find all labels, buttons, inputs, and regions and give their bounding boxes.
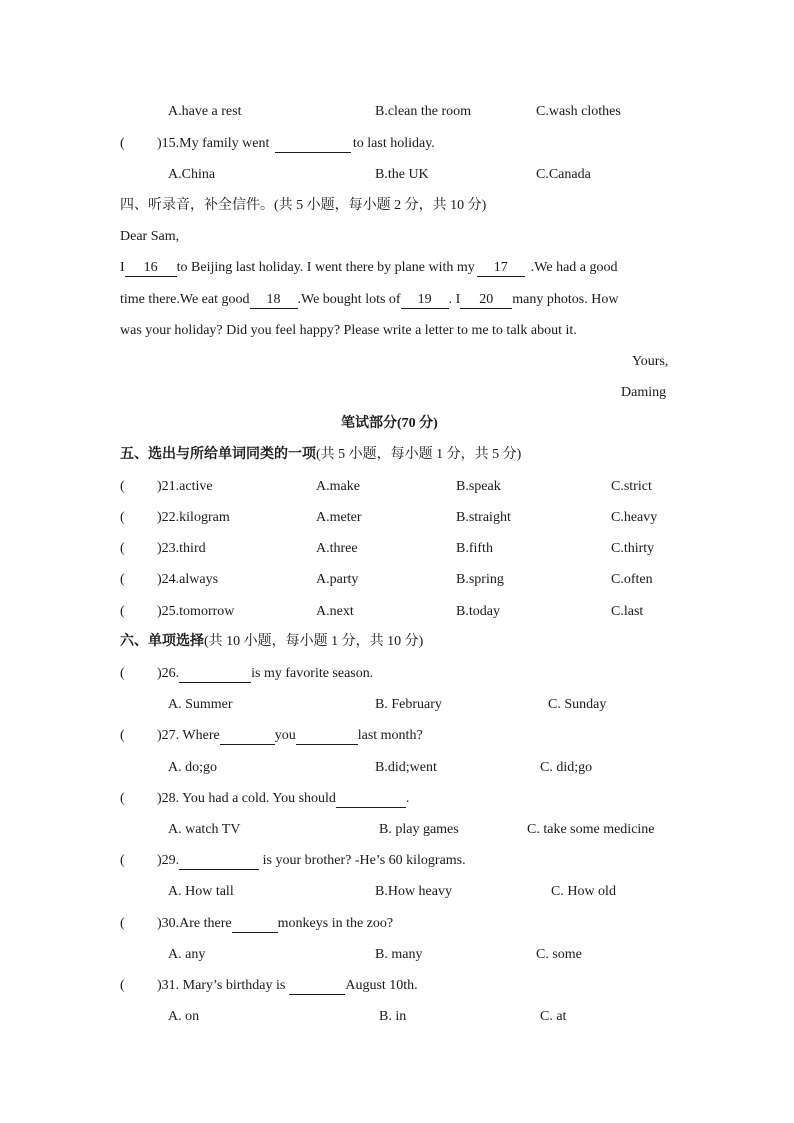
section5-title-rest: (共 5 小题，每小题 1 分，共 5 分) <box>316 447 522 462</box>
q29-blank[interactable] <box>179 853 259 870</box>
q21-c: C.strict <box>611 479 652 494</box>
blank-18[interactable]: 18 <box>250 292 298 309</box>
section6-title-rest: (共 10 小题，每小题 1 分，共 10 分) <box>204 634 424 649</box>
q27-num: )27. Where <box>157 728 220 743</box>
letter-text: .We bought lots of <box>297 292 401 307</box>
letter-text: I <box>120 260 125 275</box>
letter-line-2 <box>120 291 618 309</box>
q27-blank-1[interactable] <box>220 728 275 745</box>
q30-blank[interactable] <box>232 916 278 933</box>
letter-signature: Daming <box>621 385 667 400</box>
q29-option-c: C. How old <box>551 884 616 899</box>
q23-a: A.three <box>316 541 358 556</box>
q22-b: B.straight <box>456 510 511 525</box>
q30-option-b: B. many <box>375 947 423 962</box>
q30-stem <box>157 915 393 933</box>
blank-17[interactable]: 17 <box>477 260 525 277</box>
q15-stem <box>157 135 435 153</box>
q28-option-b: B. play games <box>379 822 459 837</box>
q28-blank[interactable] <box>336 791 406 808</box>
q25-c: C.last <box>611 604 644 619</box>
paren: ( <box>120 916 125 931</box>
letter-closing: Yours, <box>632 354 669 369</box>
q26-option-c: C. Sunday <box>548 697 607 712</box>
q30-num: )30.Are there <box>157 916 232 931</box>
paren: ( <box>120 541 125 556</box>
blank-20[interactable]: 20 <box>460 292 512 309</box>
section6-title-bold: 六、单项选择 <box>120 634 204 649</box>
letter-greeting: Dear Sam, <box>120 229 180 244</box>
q22: )22.kilogram <box>157 510 230 525</box>
q15-option-a: A.China <box>168 167 216 182</box>
q29-post: is your brother? -He’s 60 kilograms. <box>259 853 466 868</box>
q15-option-c: C.Canada <box>536 167 591 182</box>
q27-mid: you <box>274 728 296 743</box>
q28-num: )28. You had a cold. You should <box>157 791 336 806</box>
letter-text: to Beijing last holiday. I went there by plane with my <box>176 260 475 275</box>
q25-b: B.today <box>456 604 500 619</box>
letter-text: .We had a good <box>530 260 618 275</box>
q28-stem <box>157 790 409 808</box>
q21: )21.active <box>157 479 213 494</box>
q29-option-b: B.How heavy <box>375 884 452 899</box>
q27-stem <box>157 727 423 745</box>
q24-a: A.party <box>316 572 359 587</box>
blank-16[interactable]: 16 <box>125 260 177 277</box>
q25: )25.tomorrow <box>157 604 235 619</box>
q31-num: )31. Mary’s birthday is <box>157 978 286 993</box>
paren: ( <box>120 791 125 806</box>
q29-stem <box>157 852 466 870</box>
paren: ( <box>120 572 125 587</box>
section4-title: 四、听录音，补全信件。(共 5 小题，每小题 2 分，共 10 分) <box>120 198 487 213</box>
letter-text: . I <box>448 292 461 307</box>
q30-post: monkeys in the zoo? <box>277 916 394 931</box>
q26-blank[interactable] <box>179 666 251 683</box>
q14-option-a: A.have a rest <box>168 104 242 119</box>
q23-b: B.fifth <box>456 541 493 556</box>
paren: ( <box>120 853 125 868</box>
q24-c: C.often <box>611 572 653 587</box>
section6-title <box>120 633 423 651</box>
q14-option-c: C.wash clothes <box>536 104 621 119</box>
q23-c: C.thirty <box>611 541 655 556</box>
written-part-heading: 笔试部分(70 分) <box>341 416 438 431</box>
q28-option-c: C. take some medicine <box>527 822 655 837</box>
q14-option-b: B.clean the room <box>375 104 472 119</box>
q27-option-c: C. did;go <box>540 760 593 775</box>
letter-text: time there.We eat good <box>120 292 250 307</box>
q31-stem <box>157 977 418 995</box>
paren: ( <box>120 666 125 681</box>
q26-option-b: B. February <box>375 697 442 712</box>
q15-blank[interactable] <box>275 136 351 153</box>
paren: ( <box>120 978 125 993</box>
q22-c: C.heavy <box>611 510 658 525</box>
paren: ( <box>120 479 125 494</box>
q31-post: August 10th. <box>345 978 418 993</box>
paren: ( <box>120 510 125 525</box>
q30-option-a: A. any <box>168 947 206 962</box>
q26-option-a: A. Summer <box>168 697 233 712</box>
letter-line-1 <box>120 259 618 277</box>
q15-paren: ( <box>120 136 125 151</box>
q31-option-c: C. at <box>540 1009 567 1024</box>
q27-option-b: B.did;went <box>375 760 437 775</box>
q22-a: A.meter <box>316 510 362 525</box>
q15-pre: )15.My family went <box>157 136 270 151</box>
q27-post: last month? <box>357 728 423 743</box>
q27-blank-2[interactable] <box>296 728 358 745</box>
letter-text: many photos. How <box>512 292 619 307</box>
q15-option-b: B.the UK <box>375 167 429 182</box>
q26-post: is my favorite season. <box>251 666 374 681</box>
q21-b: B.speak <box>456 479 501 494</box>
q26-num: )26. <box>157 666 180 681</box>
q28-option-a: A. watch TV <box>168 822 241 837</box>
q27-option-a: A. do;go <box>168 760 217 775</box>
q21-a: A.make <box>316 479 360 494</box>
section5-title-bold: 五、选出与所给单词同类的一项 <box>120 447 316 462</box>
q31-blank[interactable] <box>289 978 345 995</box>
q28-post: . <box>405 791 410 806</box>
q15-post: to last holiday. <box>352 136 435 151</box>
q31-option-b: B. in <box>379 1009 407 1024</box>
q25-a: A.next <box>316 604 354 619</box>
letter-line-3: was your holiday? Did you feel happy? Please write a letter to me to talk about it. <box>120 323 577 338</box>
q23: )23.third <box>157 541 206 556</box>
q24-b: B.spring <box>456 572 504 587</box>
q29-num: )29. <box>157 853 180 868</box>
q31-option-a: A. on <box>168 1009 200 1024</box>
q24: )24.always <box>157 572 219 587</box>
blank-19[interactable]: 19 <box>401 292 449 309</box>
q29-option-a: A. How tall <box>168 884 234 899</box>
q26-stem <box>157 665 373 683</box>
section5-title <box>120 446 521 464</box>
q30-option-c: C. some <box>536 947 582 962</box>
paren: ( <box>120 728 125 743</box>
paren: ( <box>120 604 125 619</box>
